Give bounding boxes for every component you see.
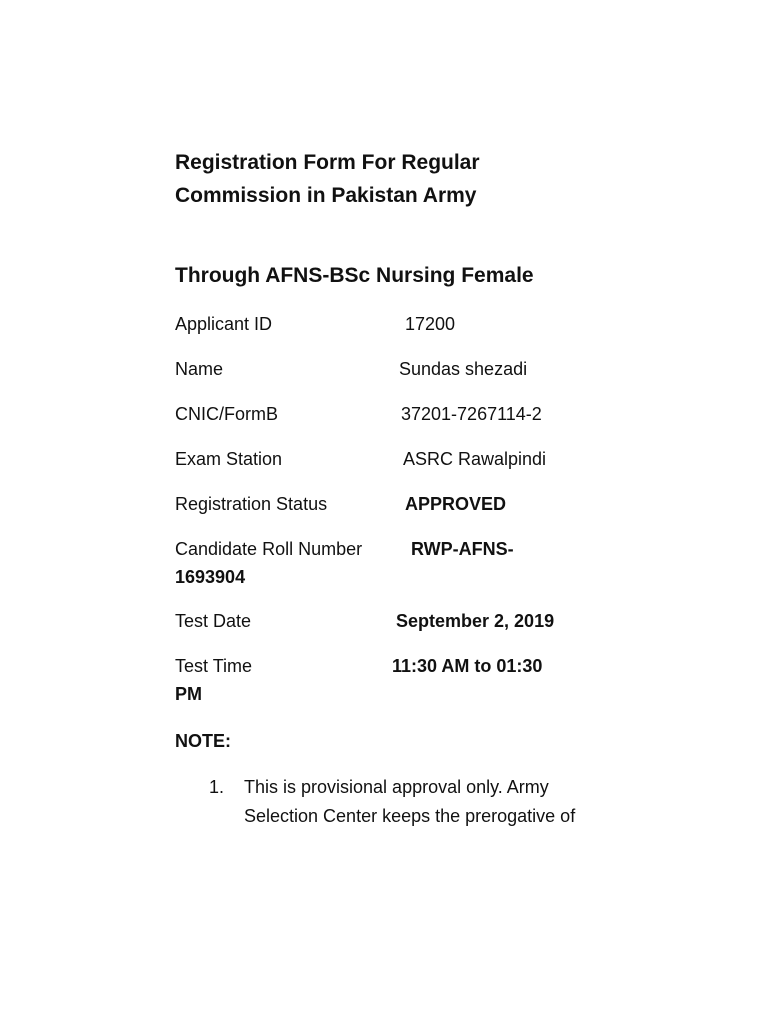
note-item-number: 1. <box>209 777 225 797</box>
test-time-value: 11:30 AM to 01:30 <box>392 656 543 676</box>
applicant-id-label: Applicant ID <box>175 314 273 334</box>
registration-status-value: APPROVED <box>405 494 507 514</box>
note-item-text: This is provisional approval only. Army Selection Center keeps the prerogative of <box>244 777 576 826</box>
document-subtitle: Through AFNS-BSc Nursing Female <box>175 264 534 287</box>
name-label: Name <box>175 359 224 379</box>
test-date-value: September 2, 2019 <box>396 611 555 631</box>
document-title: Registration Form For Regular Commission in Pakistan Army <box>175 151 480 207</box>
note-heading: NOTE: <box>175 731 231 751</box>
roll-number-label: Candidate Roll Number <box>175 539 363 559</box>
test-time-value-continued: PM <box>175 684 202 704</box>
exam-station-label: Exam Station <box>175 449 283 469</box>
roll-number-value-continued: 1693904 <box>175 567 246 587</box>
roll-number-value: RWP-AFNS- <box>411 539 514 559</box>
name-value: Sundas shezadi <box>399 359 528 379</box>
cnic-value: 37201-7267114-2 <box>401 404 542 424</box>
registration-status-label: Registration Status <box>175 494 328 514</box>
exam-station-value: ASRC Rawalpindi <box>403 449 547 469</box>
applicant-id-value: 17200 <box>405 314 456 334</box>
test-date-label: Test Date <box>175 611 252 631</box>
test-time-label: Test Time <box>175 656 253 676</box>
cnic-label: CNIC/FormB <box>175 404 278 424</box>
